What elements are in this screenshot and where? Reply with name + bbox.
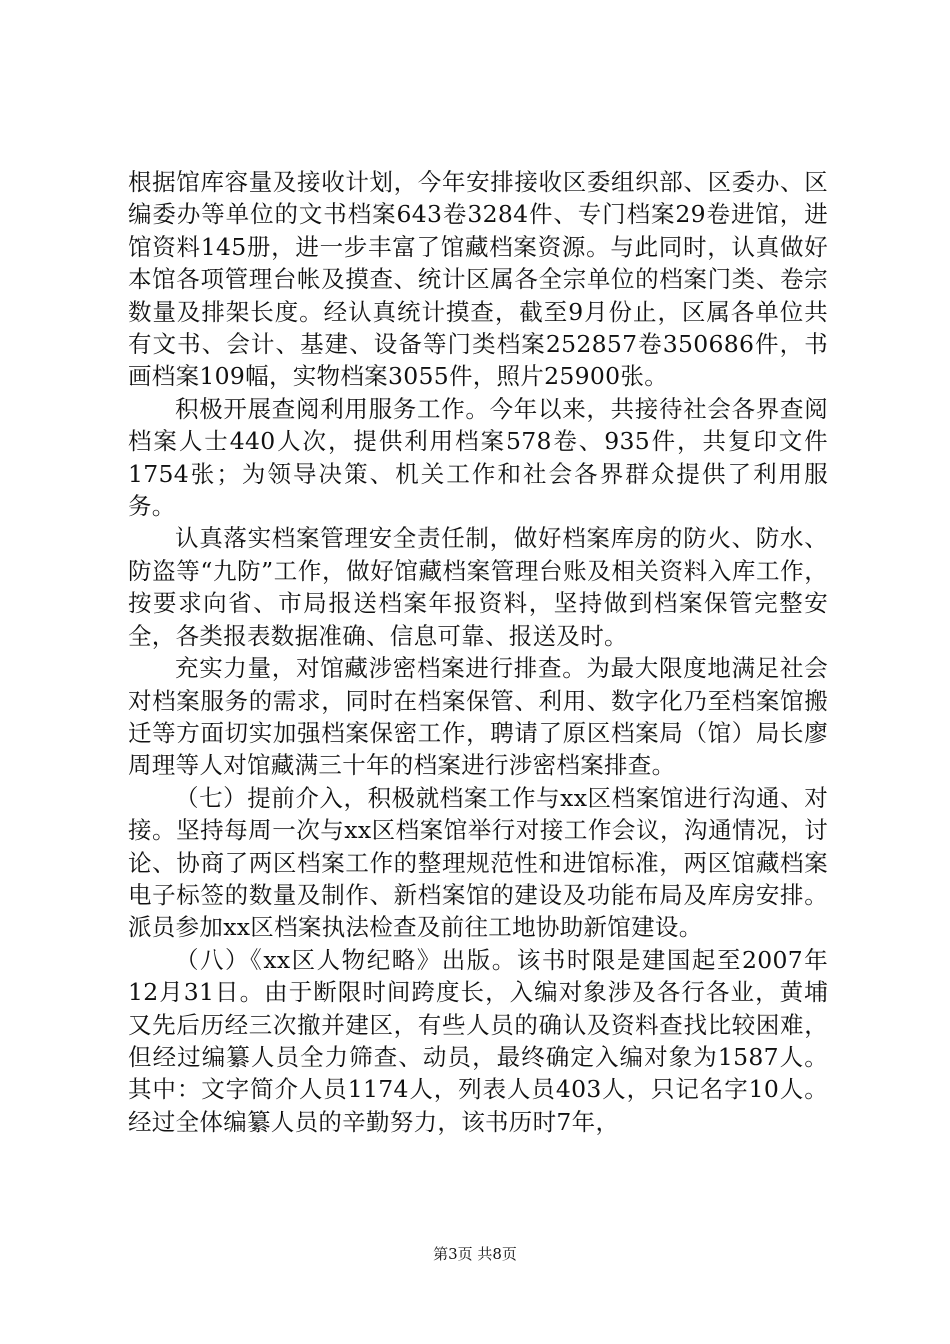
page-number-footer: 第3页 共8页: [433, 1245, 517, 1263]
paragraph-section-seven: （七）提前介入，积极就档案工作与xx区档案馆进行沟通、对接。坚持每周一次与xx区档案馆举行对接工作会议，沟通情况，讨论、协商了两区档案工作的整理规范性和进馆标准，两区馆藏档案电子标签的数量及制作、新档案馆的建设及功能布局及库房安排。派员参加xx区档案执法检查及前往工地协助新馆建设。: [128, 783, 828, 942]
paragraph-section-eight: （八）《xx区人物纪略》出版。该书时限是建国起至2007年12月31日。由于断限时间跨度长，入编对象涉及各行各业，黄埔又先后历经三次撤并建区，有些人员的确认及资料查找比较困难，但经过编纂人员全力筛查、动员，最终确定入编对象为1587人。其中：文字简介人员1174人，列表人员403人，只记名字10人。经过全体编纂人员的辛勤努力，该书历时7年，: [128, 945, 828, 1136]
paragraph-safety-responsibility: 认真落实档案管理安全责任制，做好档案库房的防火、防水、防盗等“九防”工作，做好馆藏档案管理台账及相关资料入库工作，按要求向省、市局报送档案年报资料，坚持做到档案保管完整安全，各类报表数据准确、信息可靠、报送及时。: [128, 524, 828, 650]
paragraph-archive-intake: 根据馆库容量及接收计划，今年安排接收区委组织部、区委办、区编委办等单位的文书档案643卷3284件、专门档案29卷进馆，进馆资料145册，进一步丰富了馆藏档案资源。与此同时，认真做好本馆各项管理台帐及摸查、统计区属各全宗单位的档案门类、卷宗数量及排架长度。经认真统计摸查，截至9月份止，区属各单位共有文书、会计、基建、设备等门类档案252857卷350686件，书画档案109幅，实物档案3055件，照片25900张。: [128, 168, 828, 391]
document-body: [128, 166, 828, 1138]
paragraph-query-service: 积极开展查阅利用服务工作。今年以来，共接待社会各界查阅档案人士440人次，提供利用档案578卷、935件，共复印文件1754张；为领导决策、机关工作和社会各界群众提供了利用服务。: [128, 394, 828, 521]
paragraph-classified-review: 充实力量，对馆藏涉密档案进行排查。为最大限度地满足社会对档案服务的需求，同时在档案保管、利用、数字化乃至档案馆搬迁等方面切实加强档案保密工作，聘请了原区档案局（馆）局长廖周理等人对馆藏满三十年的档案进行涉密档案排查。: [128, 654, 828, 780]
